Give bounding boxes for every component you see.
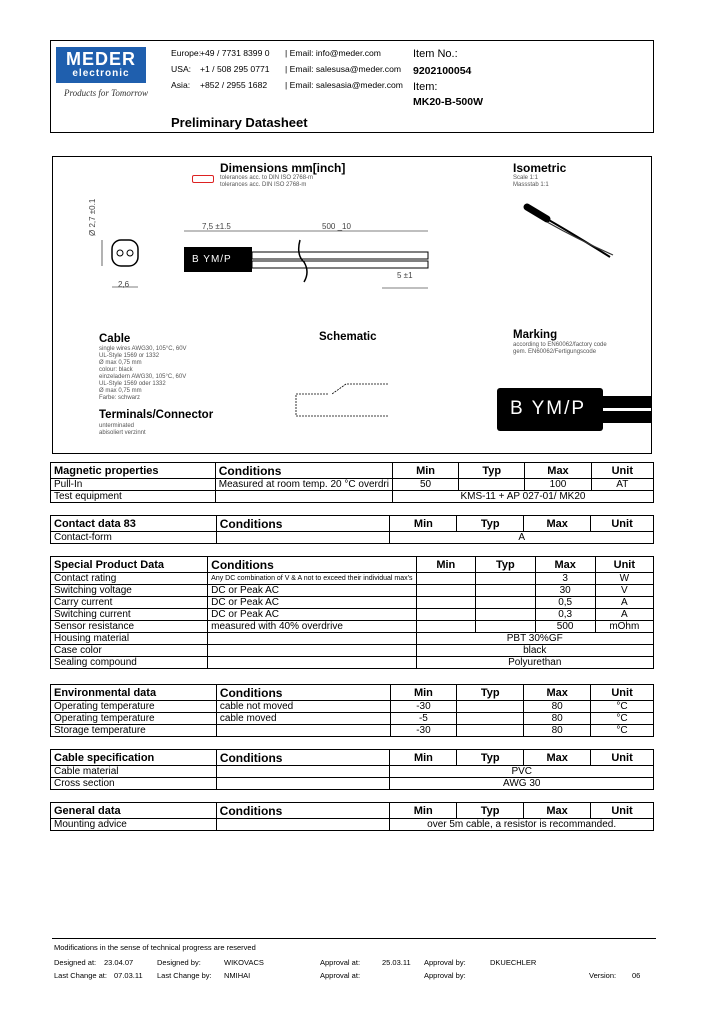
row-typ: [476, 573, 536, 585]
col-header-conditions: Conditions: [216, 516, 390, 532]
isometric-drawing: [505, 195, 625, 270]
col-header-conditions: Conditions: [208, 557, 416, 573]
version-label: Version:: [589, 971, 617, 980]
contact-phone: +49 / 7731 8399 0: [200, 48, 270, 58]
col-header-typ: Typ: [457, 803, 524, 819]
item-no-label: Item No.:: [413, 48, 458, 60]
row-parameter: Housing material: [51, 633, 208, 645]
row-condition: [216, 725, 390, 737]
contact-email[interactable]: | Email: salesasia@meder.com: [285, 80, 403, 90]
marking-title: Marking: [513, 329, 558, 341]
row-parameter: Operating temperature: [51, 701, 217, 713]
col-header-conditions: Conditions: [216, 685, 390, 701]
version-value: 06: [632, 971, 641, 980]
row-condition: [216, 766, 390, 778]
last-change-at-label: Last Change at:: [54, 971, 107, 980]
col-header-max: Max: [524, 516, 591, 532]
row-value: A: [390, 532, 654, 544]
approval-by-label: Approval by:: [424, 971, 466, 980]
schematic-title: Schematic: [319, 331, 377, 343]
row-unit: AT: [591, 479, 653, 491]
col-header-typ: Typ: [457, 750, 524, 766]
col-header-max: Max: [524, 685, 591, 701]
row-parameter: Sensor resistance: [51, 621, 208, 633]
dim-diameter: Ø 2,7 ±0.1: [88, 198, 97, 236]
last-change-at-value: 07.03.11: [114, 971, 143, 980]
row-condition: measured with 40% overdrive: [208, 621, 416, 633]
special-product-table: [50, 556, 654, 669]
last-change-by-value: NMIHAI: [224, 971, 251, 980]
contact-region: Europe:: [171, 48, 202, 58]
row-unit: W: [595, 573, 653, 585]
table-row: [51, 491, 654, 503]
marking-wire: [603, 411, 652, 423]
row-unit: °C: [591, 701, 654, 713]
contact-region: Asia:: [171, 80, 191, 90]
col-header-min: Min: [390, 803, 457, 819]
schematic-diagram: [290, 368, 410, 420]
sensor-body-iso: [527, 207, 547, 219]
row-parameter: Contact-form: [51, 532, 217, 544]
col-header-conditions: Conditions: [215, 463, 392, 479]
table-title: Environmental data: [51, 685, 217, 701]
row-min: [416, 621, 476, 633]
row-value: PVC: [390, 766, 654, 778]
end-view-outline: [112, 240, 138, 266]
row-typ: [476, 585, 536, 597]
contact-phone: +1 / 508 295 0771: [200, 64, 270, 74]
row-typ: [457, 701, 524, 713]
row-parameter: Switching voltage: [51, 585, 208, 597]
row-condition: [216, 778, 390, 790]
row-typ: [457, 725, 524, 737]
schematic-line: [296, 384, 388, 416]
table-row: [51, 621, 654, 633]
row-min: -30: [390, 725, 457, 737]
cable-line: einzeladern AWG30, 105°C, 60V: [99, 374, 187, 380]
table-row: [51, 633, 654, 645]
dim-length-75: 7,5 ±1.5: [202, 222, 231, 231]
designed-at-label: Designed at:: [54, 958, 97, 967]
row-condition: [208, 657, 416, 669]
cable-spec-table: [50, 749, 654, 790]
table-header-row: [51, 685, 654, 701]
item-value: MK20-B-500W: [413, 96, 484, 108]
row-max: 100: [525, 479, 591, 491]
table-row: [51, 778, 654, 790]
col-header-min: Min: [416, 557, 476, 573]
table-row: [51, 479, 654, 491]
cable-iso: [547, 219, 610, 257]
row-unit: A: [595, 597, 653, 609]
table-row: [51, 657, 654, 669]
col-header-unit: Unit: [591, 516, 654, 532]
marking-wire: [603, 396, 652, 408]
row-condition: DC or Peak AC: [208, 597, 416, 609]
table-title: General data: [51, 803, 217, 819]
designed-by-value: WIKOVACS: [224, 958, 264, 967]
isometric-note: Scale 1:1: [513, 175, 539, 181]
tolerance-note: tolerances acc. to DIN ISO 2768-m: [220, 175, 314, 181]
col-header-typ: Typ: [459, 463, 525, 479]
logo-tagline: Products for Tomorrow: [64, 88, 149, 98]
col-header-typ: Typ: [457, 685, 524, 701]
cable-line: Farbe: schwarz: [99, 395, 141, 401]
col-header-conditions: Conditions: [216, 750, 390, 766]
table-row: [51, 645, 654, 657]
row-typ: [476, 597, 536, 609]
row-max: 30: [535, 585, 595, 597]
row-parameter: Case color: [51, 645, 208, 657]
table-row: [51, 819, 654, 831]
row-typ: [476, 621, 536, 633]
table-row: [51, 573, 654, 585]
row-parameter: Contact rating: [51, 573, 208, 585]
cable-line: Ø max 0,75 mm: [99, 360, 142, 366]
contact-email[interactable]: | Email: info@meder.com: [285, 48, 381, 58]
row-min: -5: [390, 713, 457, 725]
row-min: [416, 597, 476, 609]
approval-at-label: Approval at:: [320, 958, 361, 967]
dim-length-500: 500 _10: [322, 222, 351, 231]
terminal-line: unterminated: [99, 423, 135, 429]
row-value: black: [416, 645, 654, 657]
row-condition: cable not moved: [216, 701, 390, 713]
table-header-row: [51, 750, 654, 766]
table-title: Magnetic properties: [51, 463, 216, 479]
terminal-line: abisoliert verzinnt: [99, 430, 146, 436]
contact-region: USA:: [171, 64, 192, 74]
contact-data-table: [50, 515, 654, 544]
magnetic-properties-table: [50, 462, 654, 503]
row-max: 80: [524, 725, 591, 737]
row-value: Polyurethan: [416, 657, 654, 669]
row-value: PBT 30%GF: [416, 633, 654, 645]
row-condition: [216, 819, 390, 831]
approval-at-value: 25.03.11: [382, 958, 411, 967]
isometric-title: Isometric: [513, 161, 567, 175]
row-parameter: Mounting advice: [51, 819, 217, 831]
item-label: Item:: [413, 81, 438, 93]
row-parameter: Storage temperature: [51, 725, 217, 737]
row-max: 0,3: [535, 609, 595, 621]
row-value: AWG 30: [390, 778, 654, 790]
table-row: [51, 597, 654, 609]
table-header-row: [51, 557, 654, 573]
dim-length-5: 5 ±1: [397, 271, 413, 280]
wire-hole: [117, 250, 123, 256]
cable-line: Ø max 0,75 mm: [99, 388, 142, 394]
row-parameter: Carry current: [51, 597, 208, 609]
marking-line: according to EN60062/factory code: [513, 342, 607, 348]
row-parameter: Cross section: [51, 778, 217, 790]
table-row: [51, 532, 654, 544]
col-header-unit: Unit: [591, 463, 653, 479]
table-row: [51, 701, 654, 713]
row-value: over 5m cable, a resistor is recommanded.: [390, 819, 654, 831]
col-header-max: Max: [525, 463, 591, 479]
cable-title: Cable: [99, 333, 131, 345]
row-unit: V: [595, 585, 653, 597]
table-title: Cable specification: [51, 750, 217, 766]
row-unit: °C: [591, 713, 654, 725]
footer-divider: [52, 938, 656, 939]
table-header-row: [51, 803, 654, 819]
cable-line: single wires AWG30, 105°C, 60V: [99, 346, 187, 352]
contact-europe: [171, 46, 201, 60]
table-row: [51, 725, 654, 737]
row-condition: Any DC combination of V & A not to exceed their individual max's: [208, 573, 416, 585]
marking-line: gem. EN60062/Fertigungscode: [513, 349, 597, 355]
table-header-row: [51, 463, 654, 479]
row-condition: DC or Peak AC: [208, 585, 416, 597]
col-header-min: Min: [392, 463, 458, 479]
approval-by-label: Approval by:: [424, 958, 466, 967]
cable-line: colour: black: [99, 367, 133, 373]
cable-line: UL-Style 1569 oder 1332: [99, 381, 166, 387]
col-header-min: Min: [390, 516, 457, 532]
table-row: [51, 585, 654, 597]
col-header-min: Min: [390, 685, 457, 701]
row-condition: [208, 633, 416, 645]
row-condition: [216, 532, 390, 544]
logo-text: MEDER: [65, 49, 136, 69]
row-max: 0,5: [535, 597, 595, 609]
row-parameter: Pull-In: [51, 479, 216, 491]
cable-wire: [252, 261, 428, 268]
tolerance-note: tolerances acc. DIN ISO 2768-m: [220, 182, 307, 188]
approval-by-value: DKUECHLER: [490, 958, 537, 967]
wire-hole: [127, 250, 133, 256]
tolerance-stamp-icon: [192, 175, 214, 183]
row-unit: °C: [591, 725, 654, 737]
table-row: [51, 609, 654, 621]
isometric-note: Massstab 1:1: [513, 182, 549, 188]
col-header-max: Max: [535, 557, 595, 573]
col-header-min: Min: [390, 750, 457, 766]
row-min: [416, 585, 476, 597]
cable-line: UL-Style 1569 or 1332: [99, 353, 160, 359]
marking-label: B YM/P: [510, 398, 587, 419]
page-title: Preliminary Datasheet: [171, 115, 308, 130]
row-parameter: Cable material: [51, 766, 217, 778]
row-parameter: Switching current: [51, 609, 208, 621]
dimensions-title: Dimensions mm[inch]: [220, 161, 346, 175]
col-header-max: Max: [524, 803, 591, 819]
col-header-max: Max: [524, 750, 591, 766]
table-row: [51, 766, 654, 778]
dim-width: 2,6: [118, 280, 130, 289]
row-max: 500: [535, 621, 595, 633]
row-unit: mOhm: [595, 621, 653, 633]
dimension-drawing: [60, 190, 440, 300]
logo-subtext: electronic: [72, 68, 130, 79]
row-typ: [457, 713, 524, 725]
col-header-typ: Typ: [457, 516, 524, 532]
sensor-label: B YM/P: [192, 254, 232, 265]
contact-email[interactable]: | Email: salesusa@meder.com: [285, 64, 402, 74]
col-header-conditions: Conditions: [216, 803, 390, 819]
table-title: Contact data 83: [51, 516, 217, 532]
general-data-table: [50, 802, 654, 831]
approval-at-label: Approval at:: [320, 971, 361, 980]
row-value: KMS-11 + AP 027-01/ MK20: [392, 491, 653, 503]
meder-logo: [56, 47, 146, 83]
row-parameter: Operating temperature: [51, 713, 217, 725]
contact-phone: +852 / 2955 1682: [200, 80, 268, 90]
col-header-unit: Unit: [595, 557, 653, 573]
environmental-table: [50, 684, 654, 737]
table-title: Special Product Data: [51, 557, 208, 573]
row-min: 50: [392, 479, 458, 491]
row-max: 80: [524, 701, 591, 713]
table-row: [51, 713, 654, 725]
row-max: 3: [535, 573, 595, 585]
table-header-row: [51, 516, 654, 532]
row-min: [416, 573, 476, 585]
designed-at-value: 23.04.07: [104, 958, 134, 967]
last-change-by-label: Last Change by:: [157, 971, 212, 980]
col-header-unit: Unit: [591, 750, 654, 766]
item-no-value: 9202100054: [413, 65, 472, 77]
row-condition: DC or Peak AC: [208, 609, 416, 621]
row-typ: [459, 479, 525, 491]
row-max: 80: [524, 713, 591, 725]
footer-note: Modifications in the sense of technical progress are reserved: [54, 943, 256, 952]
row-min: -30: [390, 701, 457, 713]
row-typ: [476, 609, 536, 621]
row-condition: [208, 645, 416, 657]
row-unit: A: [595, 609, 653, 621]
col-header-typ: Typ: [476, 557, 536, 573]
designed-by-label: Designed by:: [157, 958, 201, 967]
terminals-title: Terminals/Connector: [99, 409, 214, 421]
row-condition: Measured at room temp. 20 °C overdri: [215, 479, 392, 491]
row-min: [416, 609, 476, 621]
cable-wire: [252, 252, 428, 259]
row-condition: cable moved: [216, 713, 390, 725]
col-header-unit: Unit: [591, 685, 654, 701]
row-parameter: Sealing compound: [51, 657, 208, 669]
row-condition: [215, 491, 392, 503]
row-parameter: Test equipment: [51, 491, 216, 503]
col-header-unit: Unit: [591, 803, 654, 819]
